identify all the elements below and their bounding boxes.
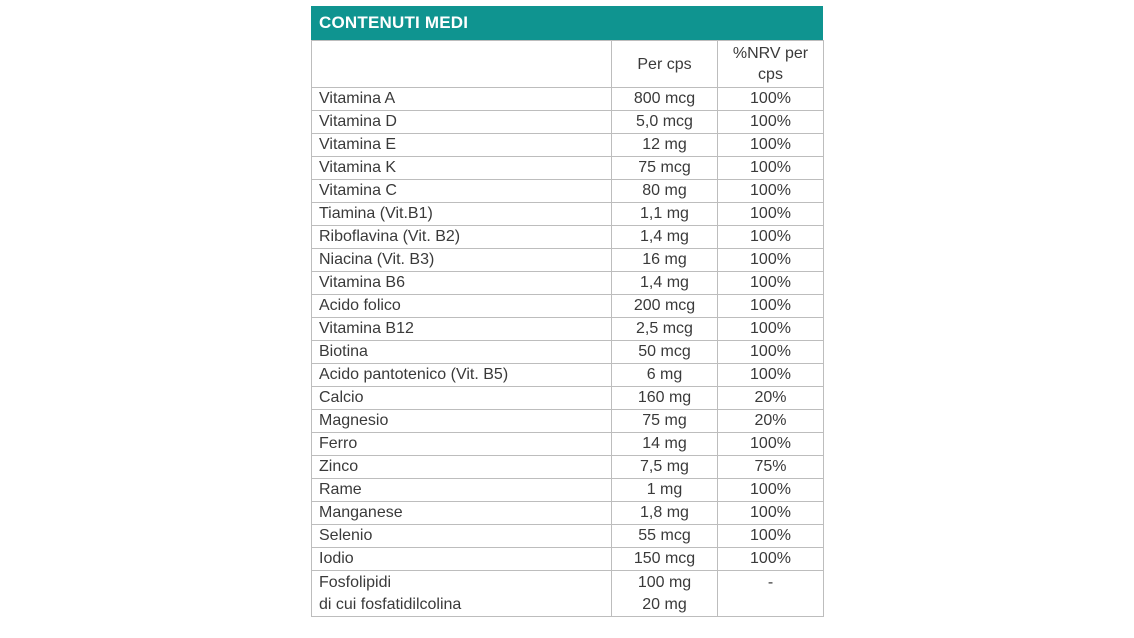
table-header [312,41,824,88]
table-row [312,180,824,203]
row-name: Vitamina B6 [312,272,612,295]
row-name: Biotina [312,341,612,364]
header-per-cps: Per cps [612,41,718,88]
row-nrv: 100% [718,272,824,295]
row-nrv: 100% [718,203,824,226]
row-name: Vitamina B12 [312,318,612,341]
row-name: Zinco [312,456,612,479]
row-name: Tiamina (Vit.B1) [312,203,612,226]
table-row [312,111,824,134]
row-per-cps: 800 mcg [612,88,718,111]
row-per-cps: 200 mcg [612,295,718,318]
table-row [312,249,824,272]
row-nrv: 100% [718,295,824,318]
table-body [312,88,824,617]
table-title: CONTENUTI MEDI [311,6,823,40]
row-per-cps: 6 mg [612,364,718,387]
row-per-cps: 160 mg [612,387,718,410]
table-row [312,272,824,295]
row-per-cps: 5,0 mcg [612,111,718,134]
row-name: Selenio [312,525,612,548]
table-row [312,525,824,548]
row-nrv: 20% [718,387,824,410]
row-per-cps [612,571,718,617]
row-name: Vitamina C [312,180,612,203]
row-name: Vitamina A [312,88,612,111]
row-name: Acido folico [312,295,612,318]
table-row [312,456,824,479]
table-row [312,410,824,433]
row-nrv: 100% [718,364,824,387]
row-name: Manganese [312,502,612,525]
row-nrv: 100% [718,180,824,203]
row-nrv: 100% [718,226,824,249]
table-row [312,364,824,387]
row-nrv: 75% [718,456,824,479]
table-row [312,479,824,502]
nutrition-table [311,40,824,617]
row-per-cps: 7,5 mg [612,456,718,479]
row-per-cps: 50 mcg [612,341,718,364]
row-name: Iodio [312,548,612,571]
row-nrv: 100% [718,341,824,364]
row-name: Magnesio [312,410,612,433]
row-nrv: 100% [718,502,824,525]
row-per-cps: 14 mg [612,433,718,456]
row-name: Calcio [312,387,612,410]
row-per-line1: 100 mg [637,574,692,591]
row-name: Niacina (Vit. B3) [312,249,612,272]
row-per-cps: 12 mg [612,134,718,157]
header-name [312,41,612,88]
table-row [312,88,824,111]
table-row [312,295,824,318]
table-row [312,433,824,456]
row-nrv: 20% [718,410,824,433]
table-row-fosfolipidi [312,571,824,617]
table-row [312,387,824,410]
row-name: Acido pantotenico (Vit. B5) [312,364,612,387]
row-per-line2: 20 mg [642,596,687,613]
table-row [312,203,824,226]
row-name [312,571,612,617]
row-nrv: 100% [718,433,824,456]
row-nrv: 100% [718,111,824,134]
row-per-cps: 75 mcg [612,157,718,180]
row-per-cps: 75 mg [612,410,718,433]
row-nrv: 100% [718,318,824,341]
nutrition-table-panel [311,6,823,617]
row-name: Ferro [312,433,612,456]
row-nrv: - [718,571,824,617]
row-per-cps: 2,5 mcg [612,318,718,341]
row-nrv: 100% [718,548,824,571]
row-per-cps: 1,4 mg [612,226,718,249]
table-row [312,502,824,525]
row-name-line1: Fosfolipidi [319,574,392,591]
row-nrv: 100% [718,249,824,272]
row-per-cps: 1,8 mg [612,502,718,525]
row-per-cps: 16 mg [612,249,718,272]
table-row [312,134,824,157]
row-name: Vitamina E [312,134,612,157]
row-per-cps: 1 mg [612,479,718,502]
header-row [312,41,824,88]
row-per-cps: 1,4 mg [612,272,718,295]
row-nrv: 100% [718,479,824,502]
table-row [312,226,824,249]
row-per-cps: 1,1 mg [612,203,718,226]
header-nrv: %NRV per cps [718,41,824,88]
table-row [312,157,824,180]
row-per-cps: 80 mg [612,180,718,203]
row-name: Vitamina D [312,111,612,134]
row-nrv: 100% [718,88,824,111]
row-name-line2: di cui fosfatidilcolina [319,596,462,613]
row-nrv: 100% [718,134,824,157]
row-per-cps: 150 mcg [612,548,718,571]
row-name: Riboflavina (Vit. B2) [312,226,612,249]
row-name: Vitamina K [312,157,612,180]
table-row [312,341,824,364]
row-nrv: 100% [718,525,824,548]
table-row [312,318,824,341]
row-nrv: 100% [718,157,824,180]
row-per-cps: 55 mcg [612,525,718,548]
row-name: Rame [312,479,612,502]
table-row [312,548,824,571]
